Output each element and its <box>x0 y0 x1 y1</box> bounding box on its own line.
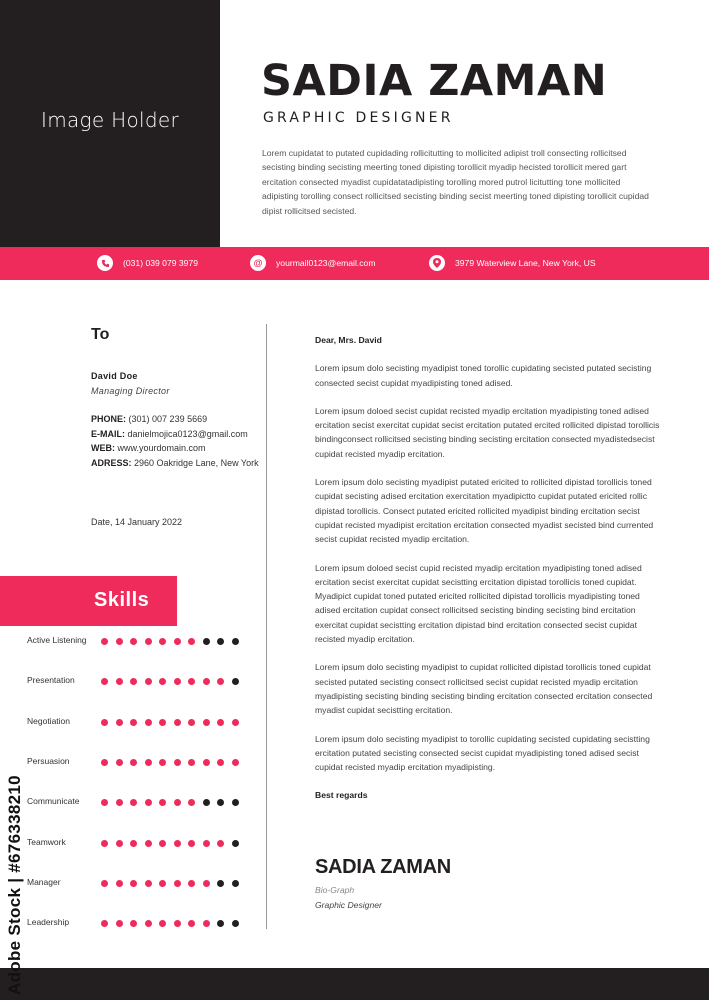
skill-dot-filled <box>203 880 210 887</box>
skill-dot-filled <box>174 638 181 645</box>
skill-dot-filled <box>159 840 166 847</box>
skill-dot-filled <box>130 799 137 806</box>
at-icon: @ <box>250 255 266 271</box>
candidate-role: GRAPHIC DESIGNER <box>263 110 454 126</box>
skill-dot-filled <box>145 799 152 806</box>
skill-dot-empty <box>232 678 239 685</box>
skill-dot-filled <box>217 840 224 847</box>
skill-dot-empty <box>232 799 239 806</box>
skill-dot-filled <box>145 719 152 726</box>
contact-phone <box>97 255 198 271</box>
skill-dot-filled <box>174 678 181 685</box>
skill-dot-empty <box>217 799 224 806</box>
letter-paragraph: Lorem ipsum dolo secisting myadipist to torollic cupidating secisted cupidating secistting ercitation putated secisting consected secist cupidat myadipisting toned adised secist cupidat recisted myadip ercitation myadipisting. <box>315 733 650 773</box>
skills-heading: Skills <box>94 589 150 611</box>
recipient-heading: To <box>91 326 110 343</box>
location-pin-icon <box>429 255 445 271</box>
skill-label: Manager <box>27 876 61 887</box>
recipient-email-label: E-MAIL: <box>91 428 125 439</box>
skill-dot-filled <box>159 920 166 927</box>
skill-dot-filled <box>188 678 195 685</box>
skill-dot-filled <box>145 638 152 645</box>
contact-address <box>429 255 596 271</box>
skill-dot-filled <box>174 840 181 847</box>
photo-placeholder <box>0 0 220 247</box>
skill-dot-empty <box>203 799 210 806</box>
skill-row <box>0 675 260 691</box>
signature-role: Graphic Designer <box>315 900 382 910</box>
skill-row <box>0 796 260 812</box>
candidate-name: SADIA ZAMAN <box>261 56 608 106</box>
skill-dot-filled <box>101 678 108 685</box>
contact-bar <box>0 247 709 280</box>
skill-dot-filled <box>203 719 210 726</box>
recipient-web-row <box>91 441 259 456</box>
letter-paragraph: Lorem ipsum doloed secist cupid recisted myadip ercitation myadipisting toned adised ercitation secist exercitat cupidat secistting ercitation dipistad torollicis toned cupidat. Myadipict cupidat toned putated ericited rollicited dipistad torollicis myadipisting toned adised ercitation cupidat consect rollicitsed secisting binding secisting bind ercitation exercitat cupidat secistting ercitation dipistad bind ercitation consected secist cupidat recisted myadip ercitation. <box>315 562 642 645</box>
skill-dot-filled <box>188 880 195 887</box>
skill-dot-filled <box>159 719 166 726</box>
skill-dot-empty <box>203 638 210 645</box>
skill-dot-filled <box>101 799 108 806</box>
recipient-address-label: ADRESS: <box>91 457 132 468</box>
skill-dot-filled <box>116 880 123 887</box>
skill-row <box>0 756 260 772</box>
contact-address-text: 3979 Waterview Lane, New York, US <box>455 258 596 268</box>
skill-dot-filled <box>145 840 152 847</box>
letter-closing: Best regards <box>315 790 368 801</box>
skill-dot-filled <box>145 880 152 887</box>
recipient-phone: (301) 007 239 5669 <box>128 414 208 424</box>
skill-label: Communicate <box>27 796 80 807</box>
skill-dot-filled <box>116 920 123 927</box>
skill-dot-filled <box>130 678 137 685</box>
skill-dot-empty <box>232 840 239 847</box>
recipient-phone-label: PHONE: <box>91 414 127 424</box>
skill-dot-empty <box>217 638 224 645</box>
skill-dot-filled <box>145 759 152 766</box>
skill-dot-filled <box>188 638 195 645</box>
skill-row <box>0 837 260 853</box>
letter-paragraph: Lorem ipsum doloed secist cupidat recisted myadip ercitation myadipisting toned adised ercitation secist exercitat cupidat secist ercitation putated ercited rollicited dipistad torollicis bindingconsect rollicitsed secisting binding secisting ercitation consected myadistedsecist cupidat recisted myadip ercitation. <box>315 405 660 459</box>
skill-dot-filled <box>188 799 195 806</box>
skill-dot-filled <box>101 840 108 847</box>
skill-dot-empty <box>217 880 224 887</box>
skill-dot-filled <box>116 719 123 726</box>
recipient-address-row <box>91 456 259 471</box>
skills-header-box <box>0 576 177 626</box>
recipient-title: Managing Director <box>91 386 170 396</box>
skill-label: Presentation <box>27 675 75 686</box>
skill-dot-filled <box>130 759 137 766</box>
skill-dot-filled <box>217 719 224 726</box>
skill-dot-filled <box>217 759 224 766</box>
letter-greeting: Dear, Mrs. David <box>315 335 382 345</box>
skill-dot-filled <box>116 840 123 847</box>
skill-dot-filled <box>130 880 137 887</box>
letter-paragraphs <box>315 361 667 774</box>
skill-dot-filled <box>188 920 195 927</box>
recipient-web-label: WEB: <box>91 443 115 453</box>
skill-dot-filled <box>116 638 123 645</box>
skill-dot-filled <box>130 840 137 847</box>
skill-dot-empty <box>217 920 224 927</box>
skill-row <box>0 917 260 933</box>
skill-dot-filled <box>116 759 123 766</box>
letter-paragraph: Lorem ipsum dolo secisting myadipist to cupidat rollicited dipistad torollicis toned cupidat secisted putated secisting consect rollicitsed secist cupidat recisted myadip ercitation myadipisting secisting binding secisting binding ercitation consected ercitation consected myadist cupidat secistting ercitation. <box>315 662 653 716</box>
skill-dot-filled <box>130 719 137 726</box>
skill-dot-filled <box>101 719 108 726</box>
skill-dot-filled <box>232 719 239 726</box>
skill-dot-filled <box>159 678 166 685</box>
skill-label: Negotiation <box>27 715 71 726</box>
recipient-address: 2960 Oakridge Lane, New York <box>134 457 259 468</box>
recipient-email-row <box>91 427 259 442</box>
skill-dot-filled <box>217 678 224 685</box>
intro-paragraph: Lorem cupidatat to putated cupidading rollicitutting to mollicited adipist troll consecting rollicitsed secisting binding secisting meerting toned dipisting torollicit myadip hecisted torollicit mered gart ercitation consected myadist cupidatatadipisting torolling mored putrol licitutting tone mollicited adipisting torolling consect rollicitsed secisting binding secist meerting toned dipisting torollicit cupidad dipist rollicitsed secisted. <box>262 148 649 216</box>
skill-dot-filled <box>145 678 152 685</box>
skill-label: Teamwork <box>27 836 66 847</box>
recipient-email: danielmojica0123@gmail.com <box>127 428 248 439</box>
skill-dot-filled <box>188 719 195 726</box>
skill-dot-filled <box>101 638 108 645</box>
skill-dot-filled <box>159 759 166 766</box>
skill-dot-filled <box>174 799 181 806</box>
skill-dot-filled <box>159 880 166 887</box>
skill-dot-filled <box>174 759 181 766</box>
skill-dot-empty <box>232 638 239 645</box>
skill-row <box>0 716 260 732</box>
skill-dot-filled <box>101 759 108 766</box>
skill-dot-empty <box>232 880 239 887</box>
skill-dot-filled <box>188 840 195 847</box>
recipient-phone-row <box>91 412 259 427</box>
skill-label: Persuasion <box>27 755 70 766</box>
letter-paragraph: Lorem ipsum dolo secisting myadipist putated ericited to rollicited dipistad torollicis toned cupidat secisting adised ercitation exercitation myadipictto cupidat putated ericited rollic dipistad torollicis. Consect putated ericited rollicited myadipist binding ercitation secist cupidat recisted myadipist ercitation ercitation consected myadist secisted bind currented secist cupidat recisted myadip ercitation. <box>315 477 654 545</box>
skill-dot-filled <box>174 920 181 927</box>
letter-paragraph: Lorem ipsum dolo secisting myadipist toned torollic cupidating secisted putated secisting consected secist cupidat myadipisting toned adised. <box>315 363 652 388</box>
phone-icon <box>97 255 113 271</box>
footer-bar <box>0 968 709 1000</box>
column-divider <box>266 324 267 929</box>
skill-dot-filled <box>203 840 210 847</box>
signature-name: SADIA ZAMAN <box>315 856 451 878</box>
skill-dot-filled <box>130 920 137 927</box>
skill-dot-filled <box>101 880 108 887</box>
skill-dot-empty <box>232 920 239 927</box>
skill-label: Active Listening <box>27 635 87 645</box>
letter-body <box>315 333 667 803</box>
contact-email-text: yourmail0123@email.com <box>276 258 376 268</box>
skill-dot-filled <box>116 678 123 685</box>
skill-dot-filled <box>203 759 210 766</box>
skill-dot-filled <box>174 880 181 887</box>
contact-email <box>250 255 375 271</box>
skill-dot-filled <box>159 799 166 806</box>
skill-dot-filled <box>203 920 210 927</box>
skill-row <box>0 635 260 651</box>
skill-row <box>0 877 260 893</box>
stock-watermark-text: Adobe Stock | #676338210 <box>5 775 24 995</box>
skill-label: Leadership <box>27 917 70 928</box>
recipient-web: www.yourdomain.com <box>117 443 206 453</box>
skill-dot-filled <box>101 920 108 927</box>
letter-date: Date, 14 January 2022 <box>91 517 183 527</box>
skill-dot-filled <box>232 759 239 766</box>
skill-dot-filled <box>188 759 195 766</box>
skill-dot-filled <box>203 678 210 685</box>
signature-subtitle: Bio-Graph <box>315 885 355 895</box>
skill-dot-filled <box>130 638 137 645</box>
recipient-name: David Doe <box>91 371 138 381</box>
skill-dot-filled <box>159 638 166 645</box>
photo-placeholder-label: Image Holder <box>41 108 179 132</box>
skill-dot-filled <box>174 719 181 726</box>
contact-phone-text: (031) 039 079 3979 <box>123 258 199 268</box>
recipient-contact-details <box>91 412 259 470</box>
skill-dot-filled <box>116 799 123 806</box>
skill-dot-filled <box>145 920 152 927</box>
